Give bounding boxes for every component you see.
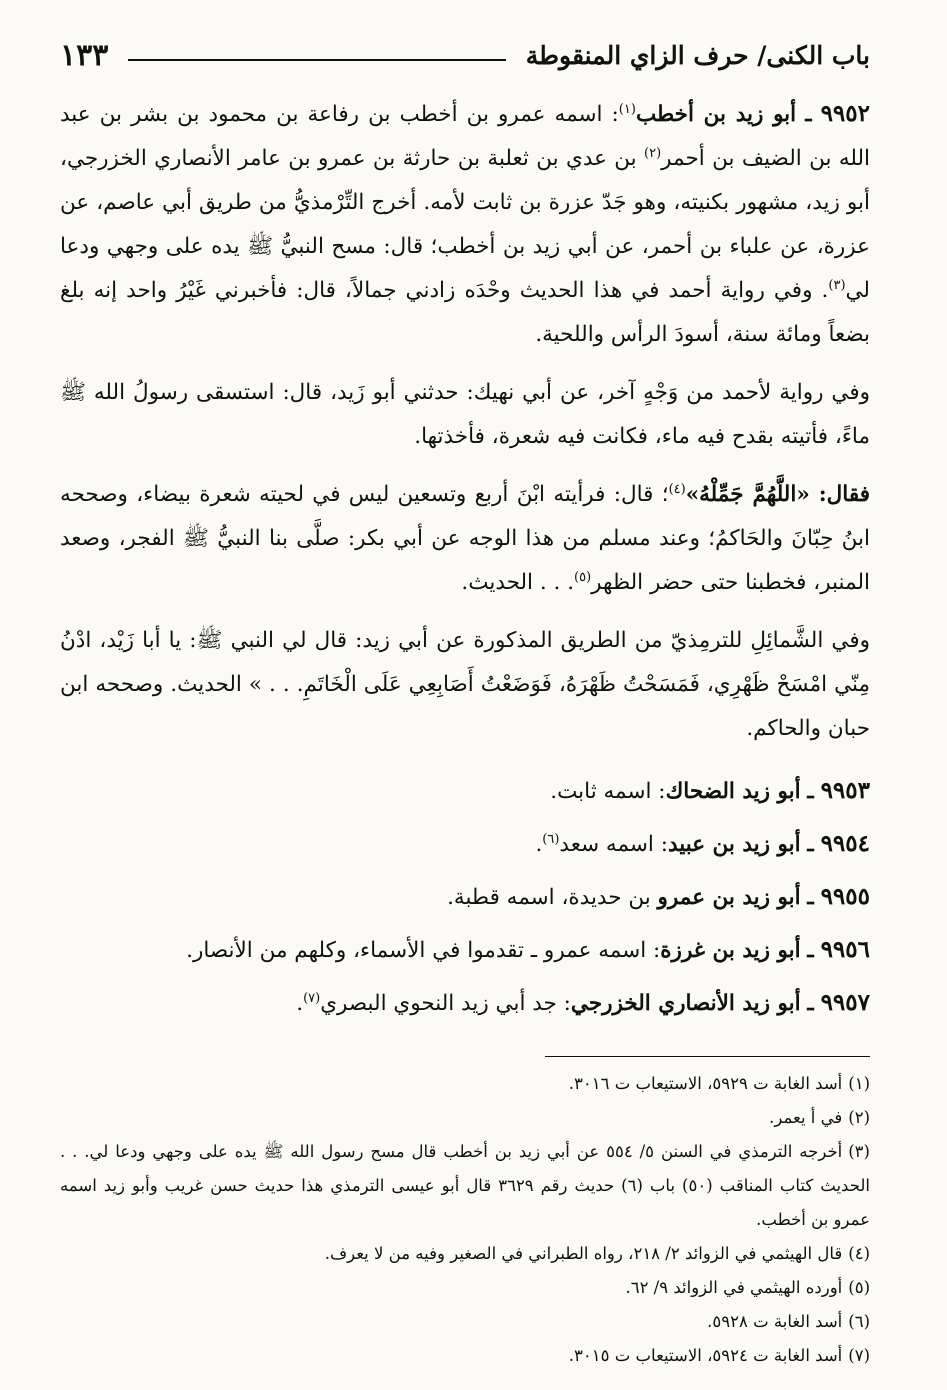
footnote-number: (٣) — [848, 1142, 870, 1161]
entry-text: . — [535, 832, 543, 857]
header-rule — [128, 59, 505, 61]
footnote-number: (١) — [848, 1074, 870, 1093]
page-number: ١٣٣ — [60, 37, 109, 73]
entry-number: ٩٩٥٤ — [820, 830, 870, 857]
entry-dash: ـ — [805, 102, 812, 127]
entry-dash: ـ — [807, 991, 814, 1016]
entry-number: ٩٩٥٦ — [820, 936, 870, 963]
entry-dash: ـ — [807, 832, 814, 857]
footnote-text: في أ يعمر. — [769, 1108, 843, 1127]
entry-dash: ـ — [807, 938, 814, 963]
paragraph-dua — [60, 473, 870, 605]
footnote-number: (٦) — [848, 1312, 870, 1331]
footnote-text: أسد الغابة ت ٥٩٢٩، الاستيعاب ت ٣٠١٦. — [568, 1074, 843, 1093]
footnote — [60, 1271, 870, 1305]
entry-name: أبو زيد الأنصاري الخزرجي — [570, 991, 801, 1016]
entry-9952 — [60, 92, 870, 357]
footnotes — [60, 1067, 870, 1373]
entry-9954 — [60, 818, 870, 871]
footnote-text: أسد الغابة ت ٥٩٢٨. — [707, 1312, 843, 1331]
footnote — [60, 1237, 870, 1271]
paragraph-text: فقال: «اللَّهُمَّ جَمِّلْهُ» — [685, 482, 870, 507]
entry-name: أبو زيد بن عبيد — [667, 832, 801, 857]
footnote-number: (٧) — [848, 1346, 870, 1365]
footnote-separator — [545, 1056, 870, 1057]
footnote — [60, 1135, 870, 1237]
paragraph-text: ؛ قال: فرأيته ابْنَ أربع وتسعين ليس في لحيته شعرة بيضاء، وصححه ابنُ حِبّانَ والحَاكمُ؛ وعند مسلم من هذا الوجه عن أبي بكر: صلَّى بنا النبيُّ ﷺ الفجر، وصعد المنبر، فخطبنا حتى حضر الظهر — [60, 482, 870, 595]
footnote-number: (٥) — [848, 1278, 870, 1297]
paragraph-text: . . . الحديث. — [461, 570, 575, 595]
entry-number: ٩٩٥٢ — [820, 100, 870, 127]
entry-9957 — [60, 977, 870, 1030]
entry-text: : جد أبي زيد النحوي البصري — [320, 991, 571, 1016]
footnote-ref[interactable]: (٤) — [668, 481, 686, 497]
entry-number: ٩٩٥٥ — [820, 883, 870, 910]
entry-name: أبو زيد بن غرزة — [660, 938, 801, 963]
entry-name: أبو زيد بن أخطب — [635, 102, 797, 127]
entry-dash: ـ — [807, 779, 814, 804]
entry-name: أبو زيد الضحاك — [665, 779, 801, 804]
entry-dash: ـ — [807, 885, 814, 910]
footnote-text: قال الهيثمي في الزوائد ٢/ ٢١٨، رواه الطبراني في الصغير وفيه من لا يعرف. — [324, 1244, 843, 1263]
footnote-number: (٤) — [848, 1244, 870, 1263]
footnote — [60, 1101, 870, 1135]
footnote-ref[interactable]: (٦) — [542, 831, 560, 847]
entry-text: بن حديدة، اسمه قطبة. — [447, 885, 651, 910]
footnote-number: (٢) — [848, 1108, 870, 1127]
entry-number: ٩٩٥٣ — [820, 777, 870, 804]
footnote-ref[interactable]: (٣) — [828, 277, 846, 293]
entry-9953 — [60, 765, 870, 818]
footnote-ref[interactable]: (٧) — [303, 990, 321, 1006]
footnote-text: أخرجه الترمذي في السنن ٥/ ٥٥٤ عن أبي زيد بن أخطب قال مسح رسول الله ﷺ يده على وجهي ودعا لي. . . الحديث كتاب المناقب (٥٠) باب (٦) حديث رقم ٣٦٢٩ قال أبو عيسى الترمذي هذا حديث حسن غريب وأبو زيد اسمه عمرو بن أخطب. — [60, 1142, 870, 1229]
footnote — [60, 1067, 870, 1101]
entry-text: : اسمه سعد — [559, 832, 668, 857]
entry-text: : اسمه ثابت. — [550, 779, 666, 804]
book-page — [60, 30, 870, 1370]
footnote — [60, 1339, 870, 1373]
page-header — [60, 30, 870, 80]
entry-9955 — [60, 871, 870, 924]
footnote-ref[interactable]: (٥) — [574, 569, 592, 585]
entry-9956 — [60, 924, 870, 977]
entry-text: . وفي رواية أحمد في هذا الحديث وحْدَه زادني جمالاً، قال: فأخبرني غَيْرُ واحد إنه بلغ بضعاً ومائة سنة، أسودَ الرأس واللحية. — [60, 278, 870, 347]
paragraph-ahmad-narration: وفي رواية لأحمد من وَجْهٍ آخر، عن أبي نهيك: حدثني أبو زَيد، قال: استسقى رسولُ الله ﷺ ماءً، فأتيته بقدح فيه ماء، فكانت فيه شعرة، فأخذتها. — [60, 380, 870, 449]
entry-name: أبو زيد بن عمرو — [657, 885, 801, 910]
entry-text: . — [296, 991, 304, 1016]
page-body — [60, 92, 870, 1373]
entry-text: بن عدي بن ثعلبة بن حارثة بن عمرو بن عامر الأنصاري الخزرجي، أبو زيد، مشهور بكنيته، وهو جَدّ عزرة بن ثابت لأمه. أخرج التِّرْمذيُّ من طريق أبي عاصم، عن عزرة، عن علباء بن أحمر، عن أبي زيد بن أخطب؛ قال: مسح النبيُّ ﷺ يده على وجهي ودعا لي — [60, 146, 870, 303]
footnote-ref[interactable]: (١) — [618, 101, 636, 117]
footnote — [60, 1305, 870, 1339]
paragraph-shamail: وفي الشَّمائِلِ للترمِذيّ من الطريق المذكورة عن أبي زيد: قال لي النبي ﷺ: يا أبا زَيْد، ادْنُ مِنّي امْسَحْ ظَهْرِي، فَمَسَحْتُ ظَهْرَهُ، فَوَضَعْتُ أَصَابِعِي عَلَى الْخَاتَمِ. . . » الحديث. وصححه ابن حبان والحاكم. — [60, 628, 870, 741]
footnote-text: أورده الهيثمي في الزوائد ٩/ ٦٢. — [625, 1278, 843, 1297]
entry-text: : اسمه عمرو بن أخطب بن رفاعة بن محمود بن بشر بن عبد الله بن الضيف بن أحمر — [60, 102, 870, 171]
footnote-ref[interactable]: (٢) — [644, 145, 662, 161]
entry-number: ٩٩٥٧ — [820, 989, 870, 1016]
running-title: باب الكنى/ حرف الزاي المنقوطة — [525, 40, 870, 70]
footnote-text: أسد الغابة ت ٥٩٢٤، الاستيعاب ت ٣٠١٥. — [568, 1346, 843, 1365]
entry-text: : اسمه عمرو ـ تقدموا في الأسماء، وكلهم من الأنصار. — [186, 938, 661, 963]
